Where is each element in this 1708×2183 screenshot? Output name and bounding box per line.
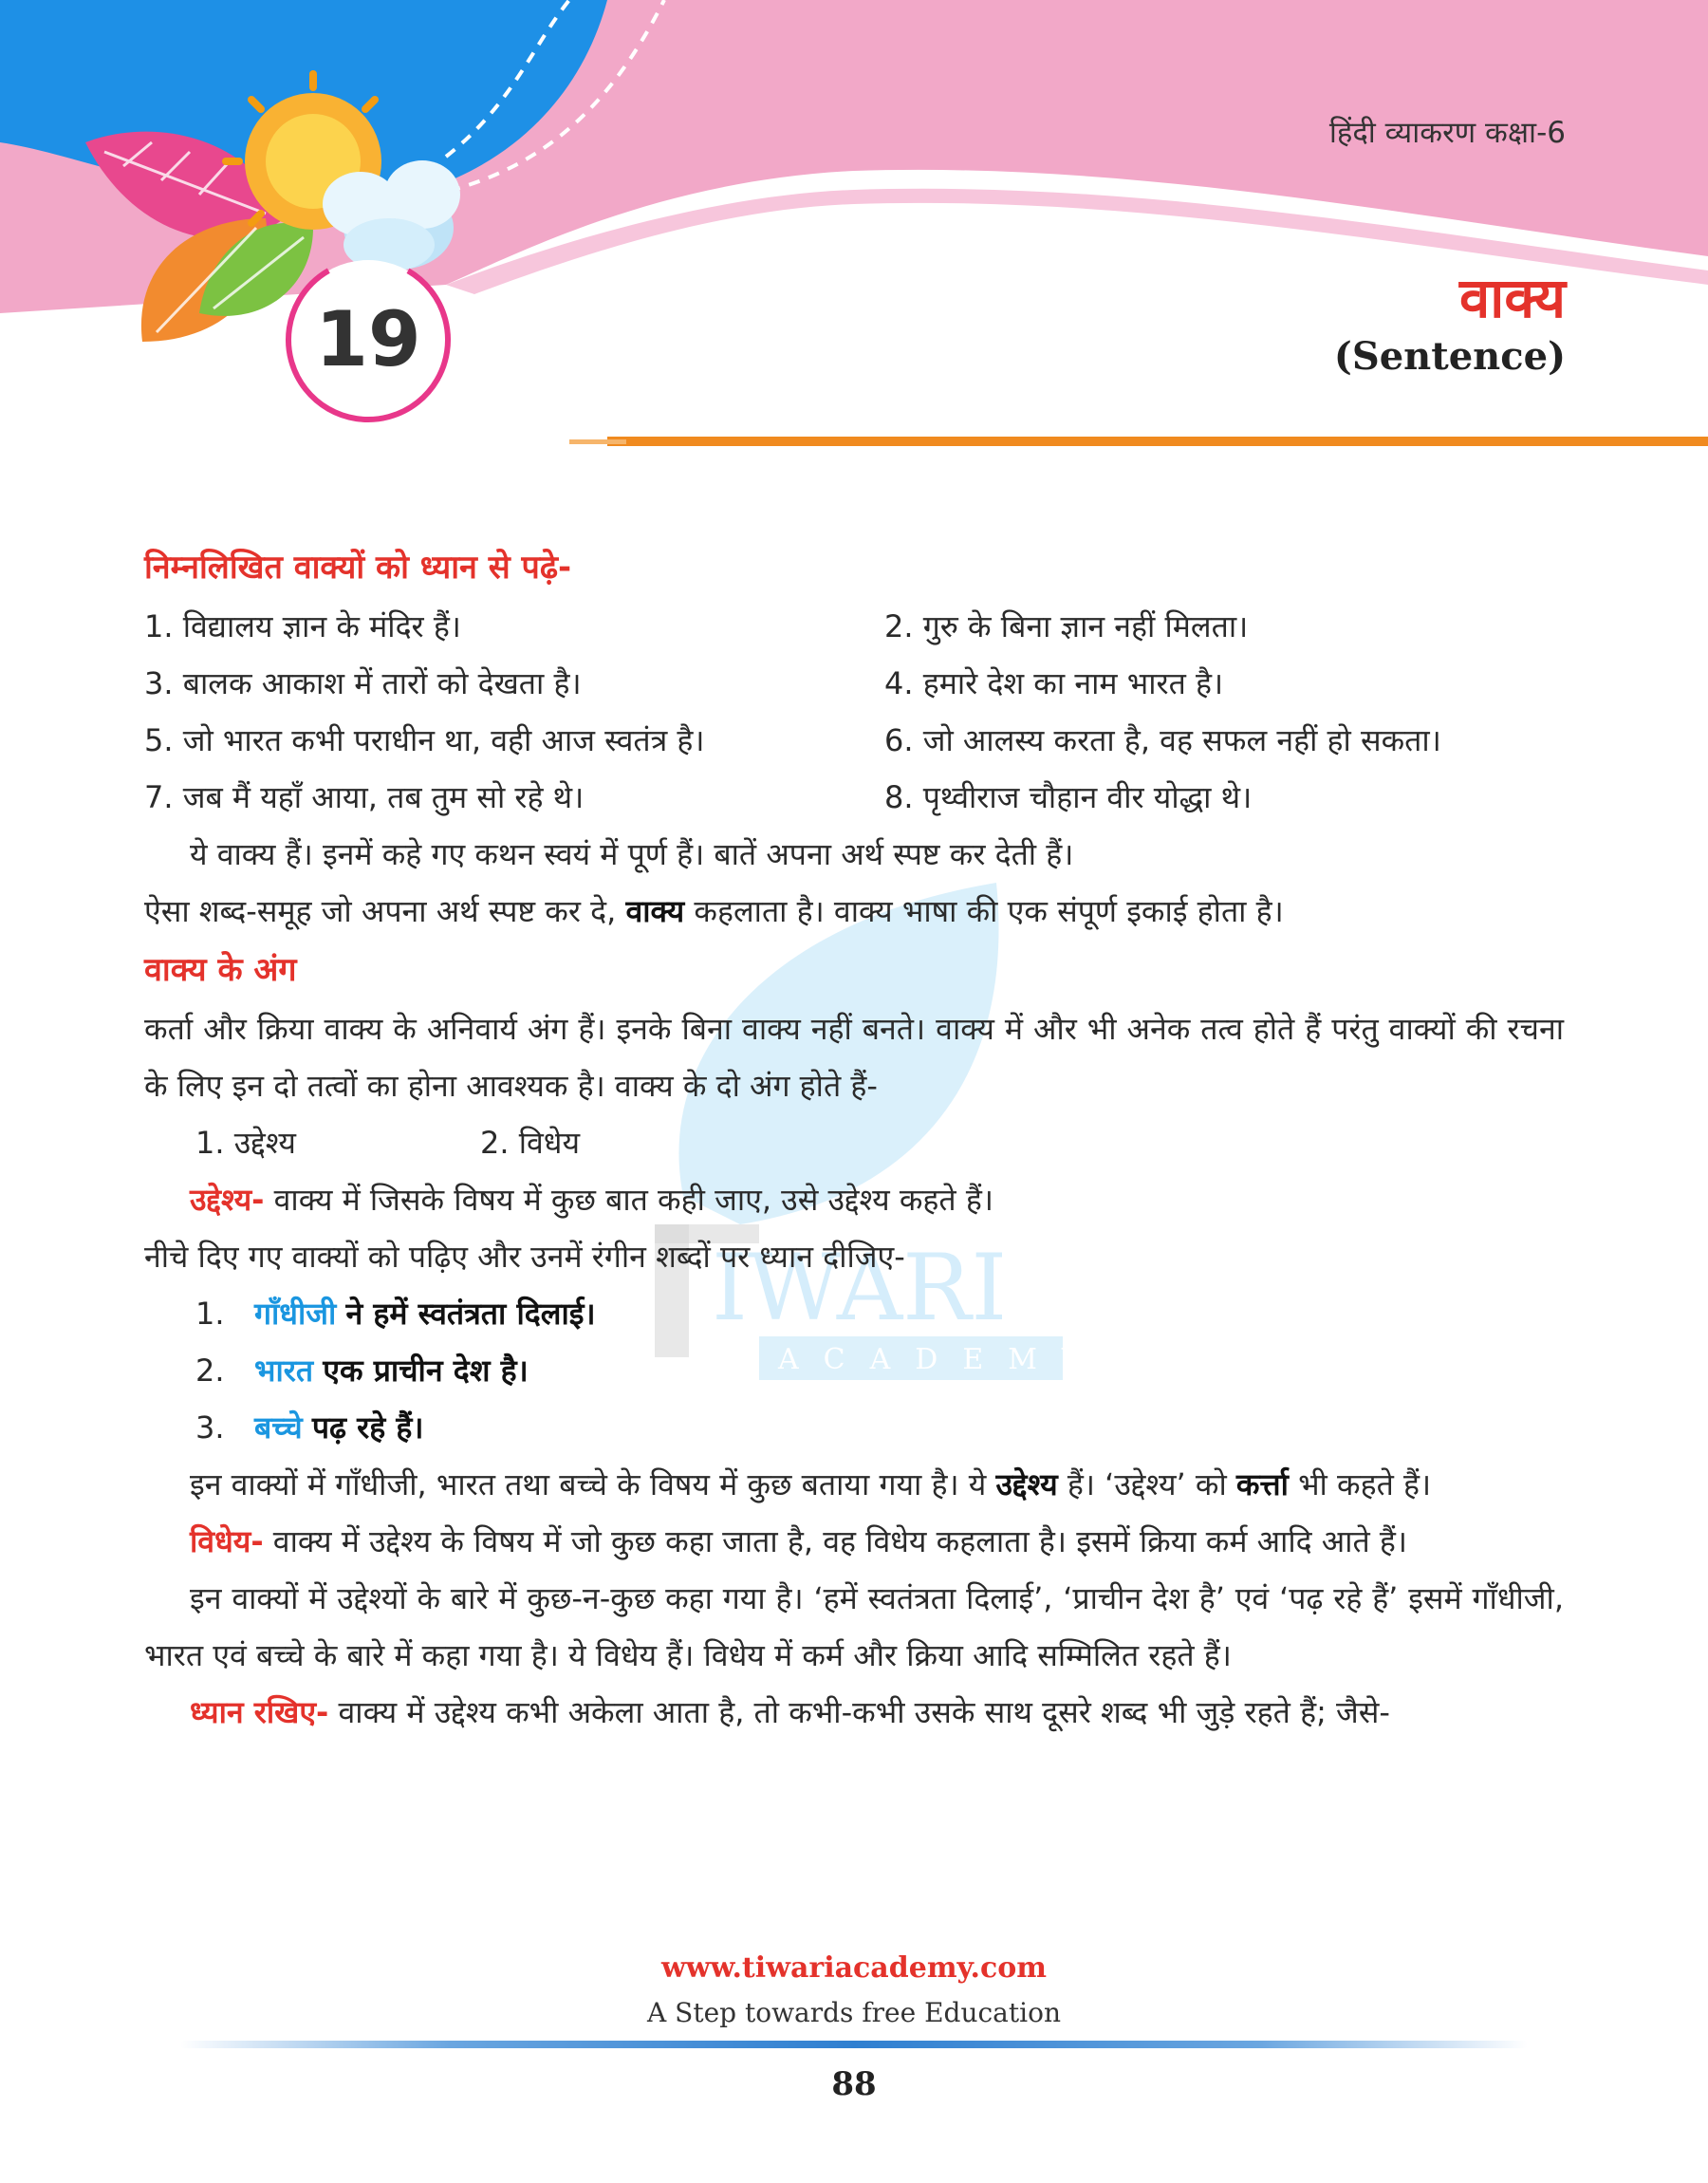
example-item: 2. भारत एक प्राचीन देश है। xyxy=(195,1353,529,1389)
header-banner xyxy=(0,0,1708,456)
chapter-number: 19 xyxy=(315,295,421,383)
paragraph: इन वाक्यों में उद्देश्यों के बारे में कुछ-न-कुछ कहा गया है। ‘हमें स्वतंत्रता दिलाई’, ‘प्राचीन देश है’ एवं ‘पढ़ रहे हैं’ इसमें गाँधीजी, भारत एवं बच्चे के बारे में कहा गया है। ये विधेय हैं। विधेय में कर्म और क्रिया आदि सम्मिलित रहते हैं। xyxy=(144,1580,1564,1673)
page-content xyxy=(144,537,1564,1741)
subject-word: गाँधीजी xyxy=(254,1296,337,1332)
sentence-list xyxy=(144,598,1564,826)
book-series: हिंदी व्याकरण कक्षा-6 xyxy=(1328,116,1566,150)
term-label: विधेय- xyxy=(190,1523,264,1559)
page-number: 88 xyxy=(831,2065,877,2103)
paragraph: इन वाक्यों में गाँधीजी, भारत तथा बच्चे के विषय में कुछ बताया गया है। ये उद्देश्य हैं। ‘उद्देश्य’ को कर्त्ता भी कहते हैं। xyxy=(190,1466,1432,1502)
list-item: 6. जो आलस्य करता है, वह सफल नहीं हो सकता। xyxy=(884,722,1441,758)
header-divider xyxy=(607,437,1708,446)
list-item: 1. विद्यालय ज्ञान के मंदिर हैं। xyxy=(144,608,461,644)
term-label: ध्यान रखिए- xyxy=(190,1694,329,1730)
list-item: 8. पृथ्वीराज चौहान वीर योद्धा थे। xyxy=(884,779,1253,815)
paragraph: ध्यान रखिए- वाक्य में उद्देश्य कभी अकेला आता है, तो कभी-कभी उसके साथ दूसरे शब्द भी जुड़े रहते हैं; जैसे- xyxy=(190,1694,1390,1730)
bold-term: वाक्य xyxy=(625,893,685,929)
list-item: 7. जब मैं यहाँ आया, तब तुम सो रहे थे। xyxy=(144,779,585,815)
list-item: 1. उद्देश्य xyxy=(195,1125,296,1161)
list-item: 3. बालक आकाश में तारों को देखता है। xyxy=(144,665,582,701)
paragraph: नीचे दिए गए वाक्यों को पढ़िए और उनमें रंगीन शब्दों पर ध्यान दीजिए- xyxy=(144,1239,905,1275)
list-item: 4. हमारे देश का नाम भारत है। xyxy=(884,665,1224,701)
footer-tagline: A Step towards free Education xyxy=(647,1997,1061,2028)
term-label: उद्देश्य- xyxy=(190,1182,265,1218)
footer-divider xyxy=(180,2041,1528,2048)
chapter-subtitle: (Sentence) xyxy=(1333,334,1566,379)
parts-list xyxy=(144,1114,1564,1171)
paragraph: विधेय- वाक्य में उद्देश्य के विषय में जो कुछ कहा जाता है, वह विधेय कहलाता है। इसमें क्रिया कर्म आदि आते हैं। xyxy=(190,1523,1408,1559)
example-item: 3. बच्चे पढ़ रहे हैं। xyxy=(195,1409,424,1446)
section-heading-parts: वाक्य के अंग xyxy=(144,951,297,989)
watermark-text: IWARI xyxy=(712,1235,1008,1341)
paragraph: ऐसा शब्द-समूह जो अपना अर्थ स्पष्ट कर दे, वाक्य कहलाता है। वाक्य भाषा की एक संपूर्ण इकाई होता है। xyxy=(144,893,1284,929)
subject-word: बच्चे xyxy=(254,1409,303,1446)
paragraph: कर्ता और क्रिया वाक्य के अनिवार्य अंग हैं। इनके बिना वाक्य नहीं बनते। वाक्य में और भी अनेक तत्व होते हैं परंतु वाक्यों की रचना के लिए इन दो तत्वों का होना आवश्यक है। वाक्य के दो अंग होते हैं- xyxy=(144,1011,1564,1104)
paragraph: ये वाक्य हैं। इनमें कहे गए कथन स्वयं में पूर्ण हैं। बातें अपना अर्थ स्पष्ट कर देती हैं। xyxy=(190,836,1074,872)
example-item: 1. गाँधीजी ने हमें स्वतंत्रता दिलाई। xyxy=(195,1296,596,1332)
chapter-title: वाक्य xyxy=(1459,266,1566,330)
watermark-subtext: ACADEMY xyxy=(778,1343,1105,1376)
section-heading-intro: निम्नलिखित वाक्यों को ध्यान से पढ़े- xyxy=(144,549,572,587)
list-item: 2. विधेय xyxy=(480,1125,581,1161)
paragraph: उद्देश्य- वाक्य में जिसके विषय में कुछ बात कही जाए, उसे उद्देश्य कहते हैं। xyxy=(190,1182,993,1218)
list-item: 5. जो भारत कभी पराधीन था, वही आज स्वतंत्र है। xyxy=(144,722,705,758)
footer-website: www.tiwariacademy.com xyxy=(660,1951,1048,1985)
subject-word: भारत xyxy=(254,1353,314,1389)
list-item: 2. गुरु के बिना ज्ञान नहीं मिलता। xyxy=(884,608,1249,644)
